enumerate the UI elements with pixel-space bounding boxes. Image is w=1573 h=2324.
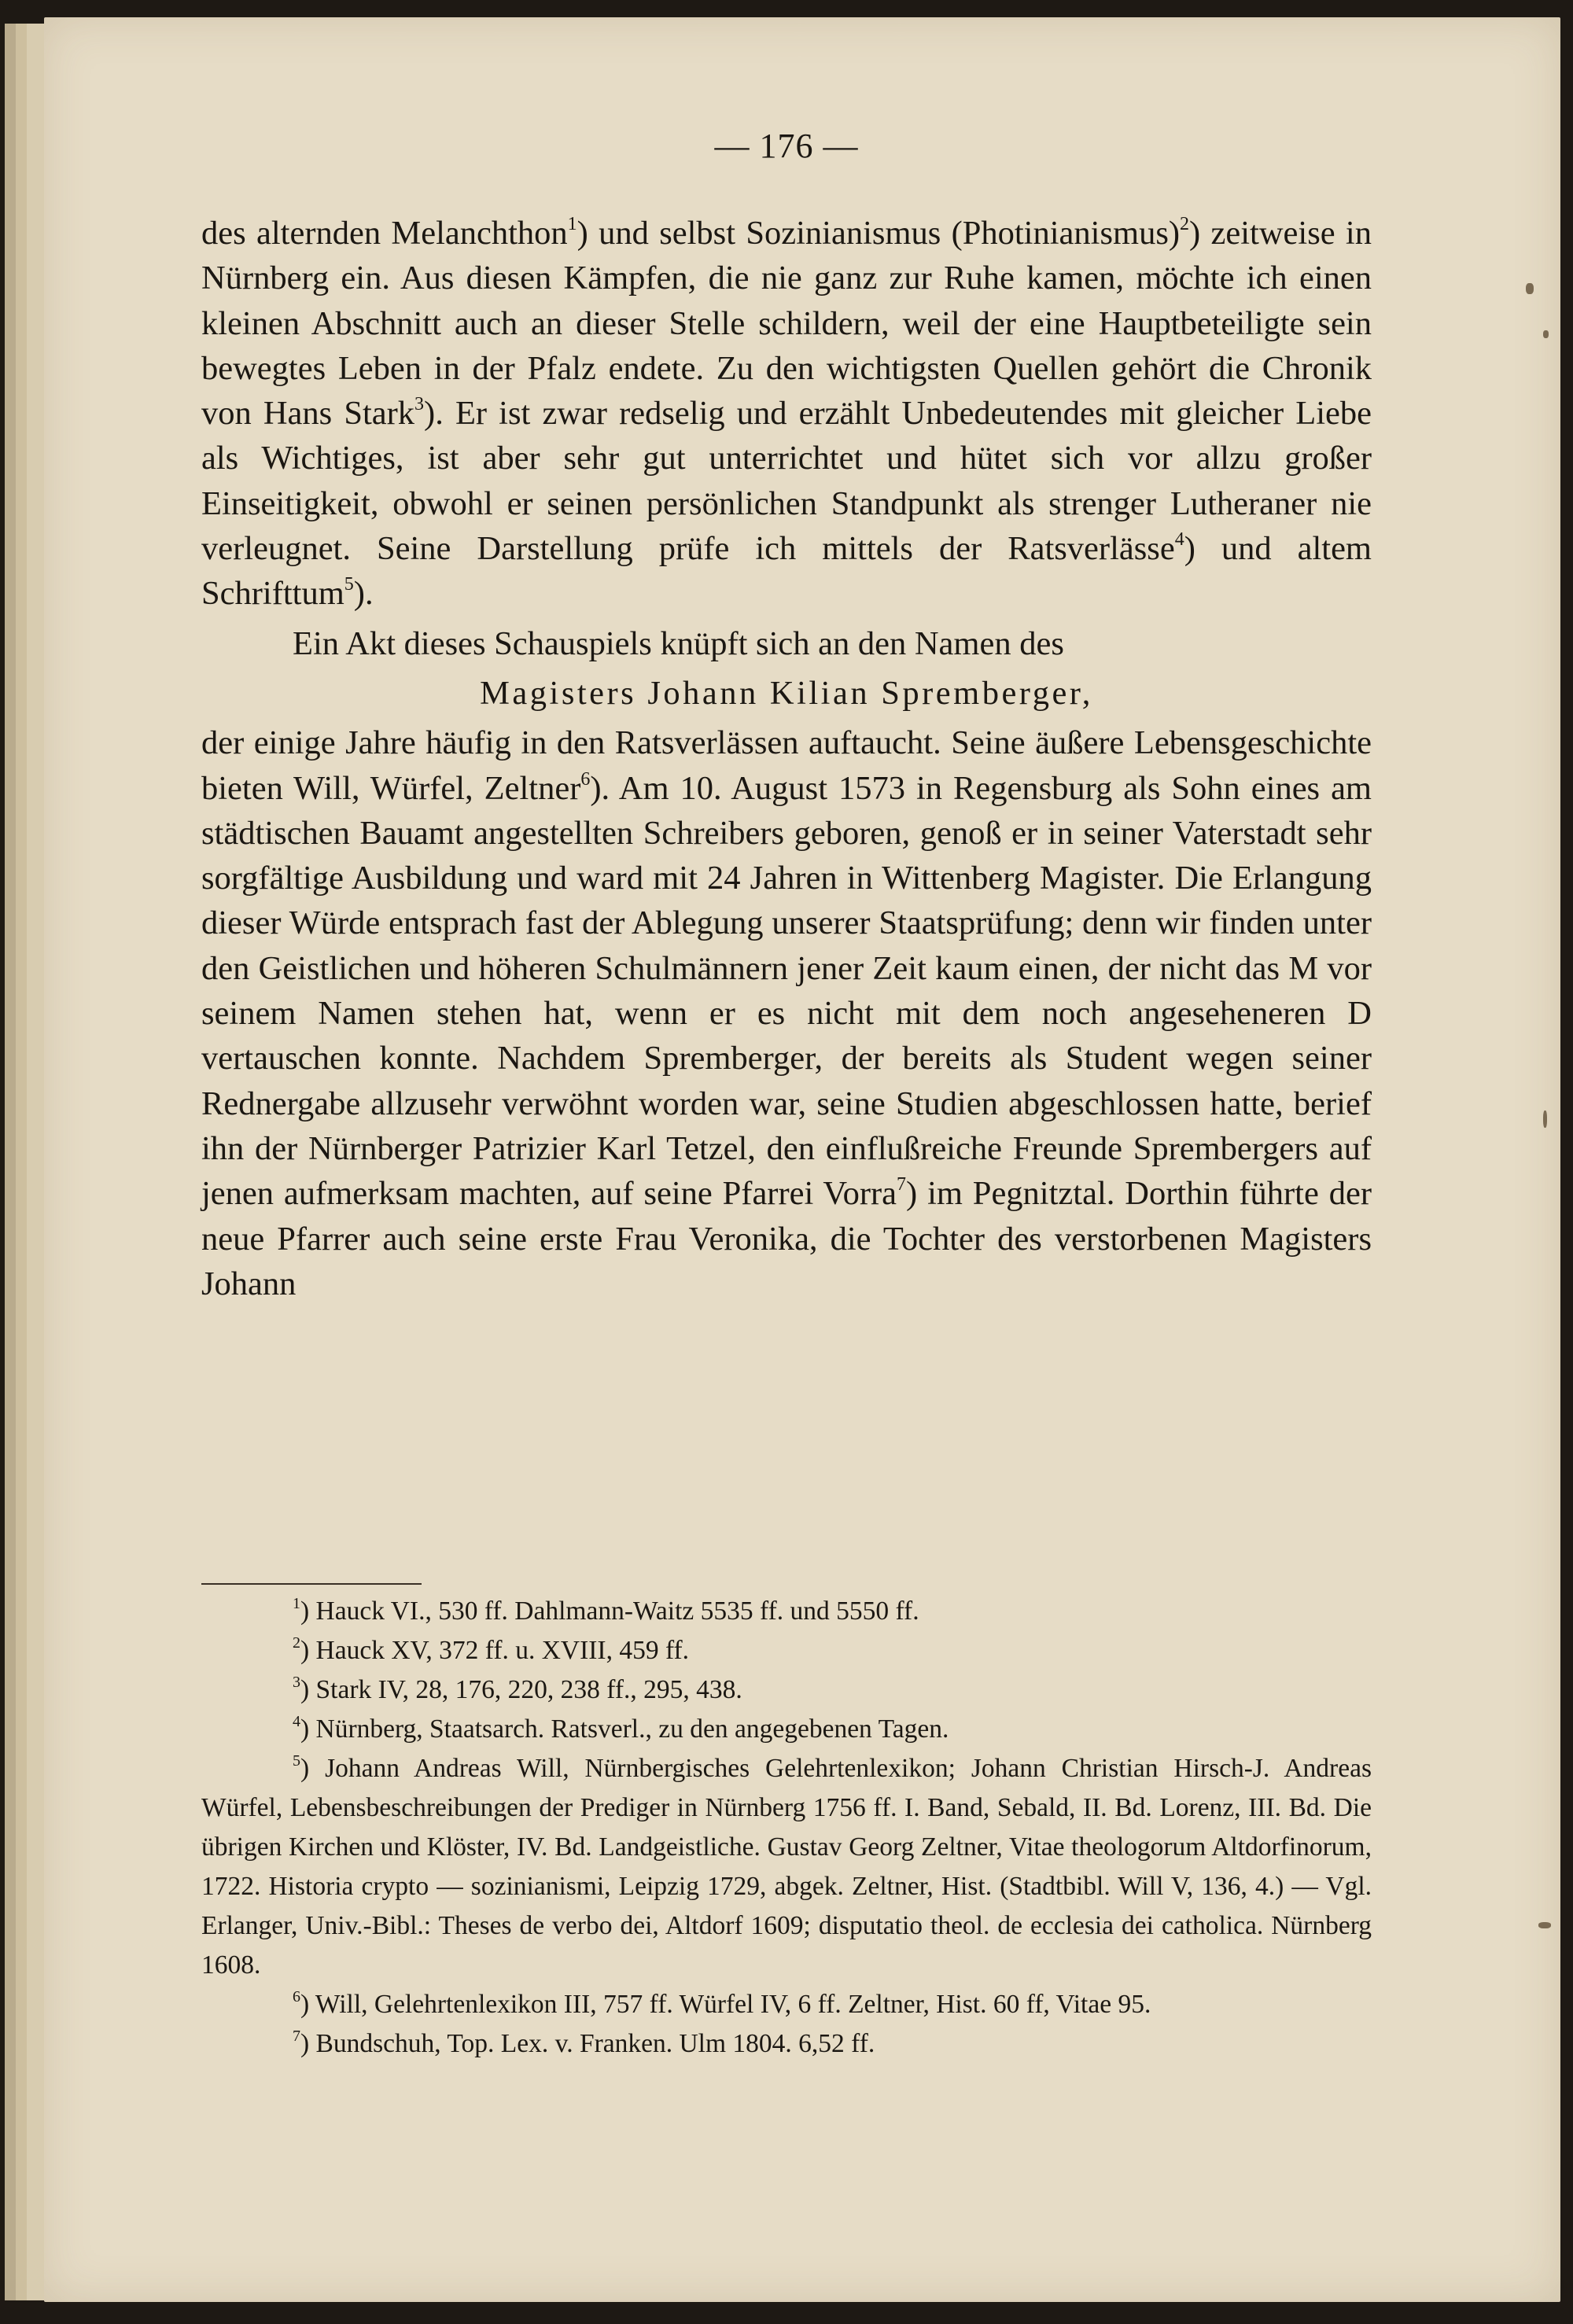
- margin-speck: [1543, 1110, 1547, 1128]
- spaced-name-heading: Magisters Johann Kilian Spremberger,: [480, 674, 1093, 712]
- footnote: $^1$) Hauck VI., 530 ff. Dahlmann-Waitz 5535 ff. und 5550 ff.: [293, 1595, 919, 1626]
- footnote-ref: 7: [897, 1174, 907, 1195]
- paragraph: der einige Jahre häufig in den Ratsverlässen auftaucht. Seine äußere Lebensgeschichte bieten Will, Würfel, Zeltner$^6$). Am 10. August 1573 in Regensburg als Sohn eines am städtischen Bauamt angestellten Schreibers geboren, genoß er in seiner Vaterstadt sehr sorgfältige Ausbildung und ward mit 24 Jahren in Wittenberg Magister. Die Erlangung dieser Würde entsprach fast der Ablegung unserer Staatsprüfung; denn wir finden unter den Geistlichen und höheren Schulmännern jener Zeit kaum einen, der nicht das M vor seinem Namen stehen hat, wenn er es nicht mit dem noch angeseheneren D vertauschen konnte. Nachdem Spremberger, der bereits als Student wegen seiner Rednergabe allzusehr verwöhnt worden war, seine Studien abgeschlossen hatte, berief ihn der Nürnberger Patrizier Karl Tetzel, den einflußreiche Freunde Sprembergers auf jenen aufmerksam machten, auf seine Pfarrei Vorra$^7$) im Pegnitztal. Dorthin führte der neue Pfarrer auch seine erste Frau Veronika, die Tochter des verstorbenen Magisters Johann: [201, 724, 1372, 1302]
- footnotes: [201, 1592, 1372, 2064]
- footnote-divider: [201, 1583, 422, 1585]
- footnote-ref: 5: [344, 574, 354, 595]
- footnote: $^6$) Will, Gelehrtenlexikon III, 757 ff. Würfel IV, 6 ff. Zeltner, Hist. 60 ff, Vitae 95.: [293, 1988, 1151, 2019]
- footnote: $^7$) Bundschuh, Top. Lex. v. Franken. Ulm 1804. 6,52 ff.: [293, 2028, 875, 2058]
- footnote-ref: 1: [567, 214, 577, 234]
- main-text: [201, 211, 1372, 1306]
- footnote: $^3$) Stark IV, 28, 176, 220, 238 ff., 295, 438.: [293, 1674, 742, 1704]
- page-number: — 176 —: [714, 127, 859, 165]
- margin-speck: [1526, 283, 1534, 294]
- footnote-ref: 4: [1174, 529, 1184, 551]
- paragraph: des alternden Melanchthon$^1$) und selbst Sozinianismus (Photinianismus)$^2$) zeitweise in Nürnberg ein. Aus diesen Kämpfen, die nie ganz zur Ruhe kamen, möchte ich einen kleinen Abschnitt auch an dieser Stelle schildern, weil der eine Hauptbeteiligte sein bewegtes Leben in der Pfalz endete. Zu den wichtigsten Quellen gehört die Chronik von Hans Stark$^3$). Er ist zwar redselig und erzählt Unbedeutendes mit gleicher Liebe als Wichtiges, ist aber sehr gut unterrichtet und hütet sich vor allzu großer Einseitigkeit, obwohl er seinen persönlichen Standpunkt als strenger Lutheraner nie verleugnet. Seine Darstellung prüfe ich mittels der Ratsverlässe$^4$) und altem Schrifttum$^5$).: [201, 214, 1372, 613]
- paragraph: Ein Akt dieses Schauspiels knüpft sich an den Namen des: [293, 624, 1064, 662]
- footnote-ref: 2: [1180, 214, 1190, 234]
- margin-speck: [1543, 330, 1549, 338]
- margin-speck: [1538, 1922, 1551, 1928]
- footnote: $^2$) Hauck XV, 372 ff. u. XVIII, 459 ff.: [293, 1634, 690, 1665]
- footnote-ref: 6: [580, 768, 591, 790]
- footnote: $^4$) Nürnberg, Staatsarch. Ratsverl., zu den angegebenen Tagen.: [293, 1713, 949, 1744]
- footnote-ref: 3: [414, 394, 425, 415]
- footnote: $^5$) Johann Andreas Will, Nürnbergisches Gelehrtenlexikon; Johann Christian Hirsch-J. Andreas Würfel, Lebensbeschreibungen der Prediger in Nürnberg 1756 ff. I. Band, Sebald, II. Bd. Lorenz, III. Bd. Die übrigen Kirchen und Klöster, IV. Bd. Landgeistliche. Gustav Georg Zeltner, Vitae theologorum Altdorfinorum, 1722. Historia crypto — sozinianismi, Leipzig 1729, abgek. Zeltner, Hist. (Stadtbibl. Will V, 136, 4.) — Vgl. Erlanger, Univ.-Bibl.: Theses de verbo dei, Altdorf 1609; disputatio theol. de ecclesia dei catholica. Nürnberg 1608.: [201, 1752, 1372, 1980]
